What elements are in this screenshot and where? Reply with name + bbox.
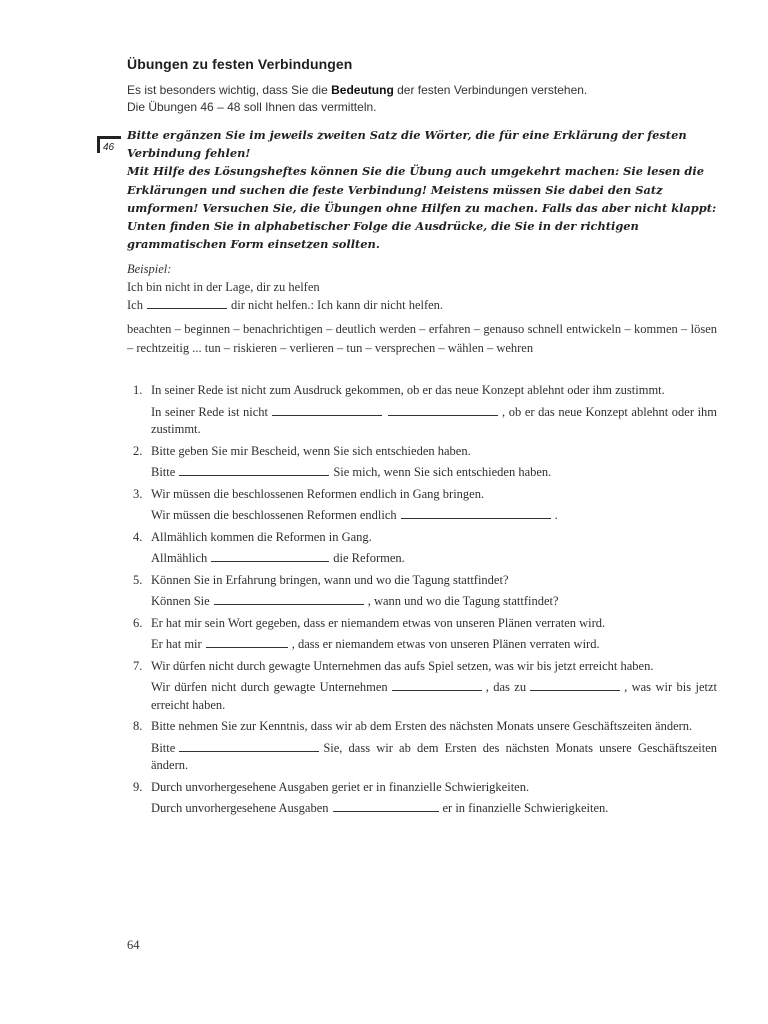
answer-blank	[211, 549, 329, 562]
item-number: 1.	[133, 383, 143, 397]
answer-start: Bitte	[151, 740, 176, 755]
item-number: 7.	[133, 658, 143, 673]
word-list: beachten – beginnen – benachrichtigen – deutlich werden – erfahren – genauso schnell entwickeln – kommen – lösen – rechtzeitig ... tun – riskieren – verlieren – tun – versprechen – wählen – wehren	[127, 322, 717, 355]
item-sentence: Wir müssen die beschlossenen Reformen endlich in Gang bringen.	[151, 486, 485, 501]
item-number: 8.	[133, 719, 143, 733]
answer-end: Sie, dass wir ab dem Ersten des nächsten Monats unsere Geschäftszeiten ändern.	[151, 740, 717, 772]
intro-line-2: Die Übungen 46 – 48 soll Ihnen das vermitteln.	[127, 100, 377, 114]
answer-start: Wir müssen die beschlossenen Reformen endlich	[151, 508, 397, 522]
answer-start: Allmählich	[151, 551, 208, 565]
item-sentence: Bitte nehmen Sie zur Kenntnis, dass wir ab dem Ersten des nächsten Monats unsere Geschäftszeiten ändern.	[151, 719, 693, 733]
item-answer	[151, 739, 717, 775]
exercise-item	[133, 443, 717, 482]
exercise-item	[133, 658, 717, 715]
instruction-paragraph: Mit Hilfe des Lösungsheftes können Sie die Übung auch umgekehrt machen: Sie lesen die Erklärungen und suchen die feste Verbindung! Meistens müssen Sie dabei den Satz umformen! Versuchen Sie, die Übungen ohne Hilfen zu machen. Falls das aber nicht klappt: Unten finden Sie in alphabetischer Folge die Ausdrücke, die Sie in der richtigen grammatischen Form einsetzen sollten.	[127, 164, 717, 252]
item-sentence: Er hat mir sein Wort gegeben, dass er niemandem etwas von unseren Plänen verraten wird.	[151, 615, 606, 630]
answer-start: Wir dürfen nicht durch gewagte Unternehmen	[151, 680, 388, 694]
answer-end: , ob er das neue Konzept ablehnt oder ihm zustimmt.	[151, 404, 718, 436]
answer-start: Er hat mir	[151, 637, 202, 651]
example-answer-start: Ich	[127, 298, 143, 312]
item-answer	[151, 592, 717, 611]
example-sentence: Ich bin nicht in der Lage, dir zu helfen	[127, 279, 320, 294]
item-answer	[151, 506, 717, 525]
exercise-item	[133, 779, 717, 818]
item-sentence: Können Sie in Erfahrung bringen, wann und wo die Tagung stattfindet?	[151, 572, 509, 587]
example-label: Beispiel:	[127, 262, 172, 276]
answer-blank	[401, 506, 551, 519]
answer-blank	[272, 403, 382, 416]
answer-blank	[147, 296, 227, 309]
item-number: 3.	[133, 486, 143, 501]
item-answer	[151, 799, 717, 818]
answer-blank	[530, 678, 620, 691]
exercise-item	[133, 529, 717, 568]
answer-start: Bitte	[151, 465, 176, 479]
item-answer	[151, 403, 717, 439]
exercise-number-badge: 46	[97, 136, 121, 153]
section-title: Übungen zu festen Verbindungen	[127, 56, 353, 72]
answer-blank	[333, 799, 439, 812]
answer-blank	[214, 592, 364, 605]
exercise-item	[133, 486, 717, 525]
intro-bold-word: Bedeutung	[331, 83, 394, 97]
answer-end: .	[554, 508, 558, 522]
item-sentence: Durch unvorhergesehene Ausgaben geriet er in finanzielle Schwierigkeiten.	[151, 779, 530, 794]
exercise-item	[133, 382, 717, 439]
exercise-items	[133, 382, 717, 822]
item-number: 5.	[133, 572, 143, 587]
answer-end: Sie mich, wenn Sie sich entschieden haben.	[333, 465, 552, 479]
instruction-paragraph: Bitte ergänzen Sie im jeweils zweiten Satz die Wörter, die für eine Erklärung der festen Verbindung fehlen!	[127, 128, 687, 161]
item-sentence: Allmählich kommen die Reformen in Gang.	[151, 529, 372, 544]
answer-start: Können Sie	[151, 594, 210, 608]
item-sentence: Bitte geben Sie mir Bescheid, wenn Sie sich entschieden haben.	[151, 443, 471, 458]
intro-line-1	[127, 82, 717, 99]
intro-text: der festen Verbindungen verstehen.	[393, 83, 588, 97]
page-number: 64	[127, 938, 140, 952]
answer-end: er in finanzielle Schwierigkeiten.	[442, 801, 609, 815]
answer-blank	[179, 739, 319, 752]
exercise-item	[133, 718, 717, 775]
item-sentence: Wir dürfen nicht durch gewagte Unternehmen das aufs Spiel setzen, was wir bis jetzt erreicht haben.	[151, 658, 654, 673]
answer-end: , wann und wo die Tagung stattfindet?	[367, 594, 559, 608]
exercise-item	[133, 615, 717, 654]
item-number: 2.	[133, 443, 143, 458]
answer-start: In seiner Rede ist nicht	[151, 404, 269, 419]
answer-blank	[388, 403, 498, 416]
answer-blank	[392, 678, 482, 691]
intro-paragraph	[127, 82, 717, 116]
item-answer	[151, 549, 717, 568]
exercise-item	[133, 572, 717, 611]
intro-text: Es ist besonders wichtig, dass Sie die	[127, 83, 332, 97]
answer-end: die Reformen.	[333, 551, 405, 565]
item-sentence: In seiner Rede ist nicht zum Ausdruck gekommen, ob er das neue Konzept ablehnt oder ihm zustimmt.	[151, 383, 665, 397]
answer-start: Durch unvorhergesehene Ausgaben	[151, 801, 329, 815]
item-number: 4.	[133, 529, 143, 544]
item-answer	[151, 463, 717, 482]
answer-blank	[206, 635, 288, 648]
answer-blank	[179, 463, 329, 476]
answer-middle: , das zu	[485, 680, 527, 694]
example-answer-end: dir nicht helfen.: Ich kann dir nicht helfen.	[230, 298, 444, 312]
item-number: 6.	[133, 615, 143, 630]
item-answer	[151, 635, 717, 654]
exercise-instructions	[127, 126, 717, 253]
example-answer	[127, 296, 717, 315]
answer-end: , dass er niemandem etwas von unseren Plänen verraten wird.	[291, 637, 600, 651]
item-number: 9.	[133, 779, 143, 794]
example-block	[127, 261, 717, 315]
answer-end: , was wir bis jetzt erreicht haben.	[151, 680, 717, 712]
item-answer	[151, 678, 717, 714]
